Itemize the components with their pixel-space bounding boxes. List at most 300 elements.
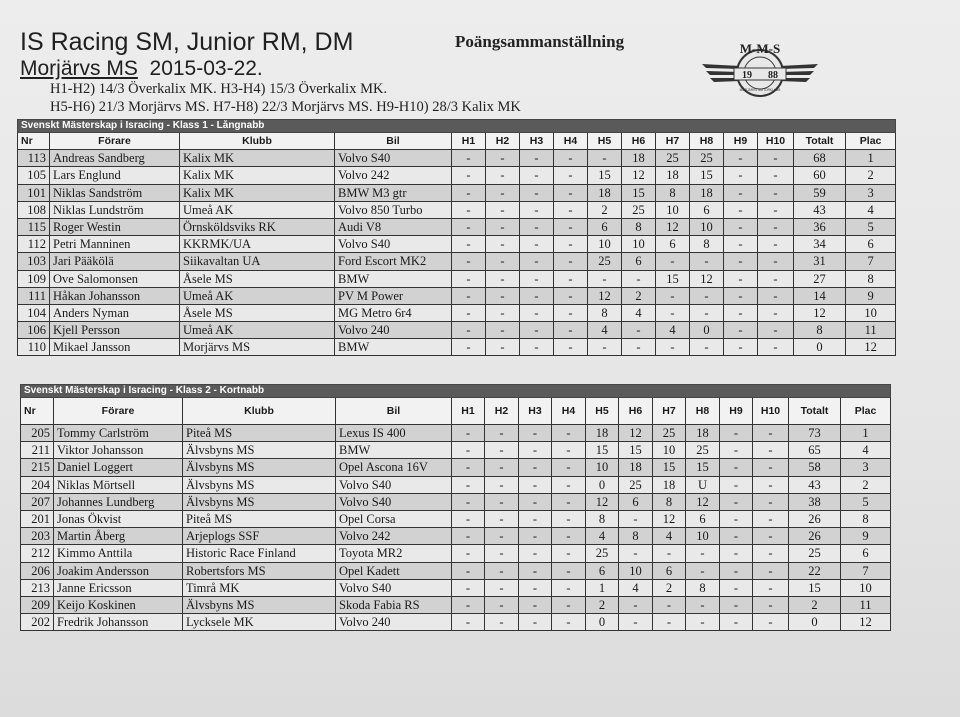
event-date: 2015-03-22.	[149, 57, 263, 80]
table-row	[21, 562, 891, 579]
table-cell: 4	[588, 322, 622, 339]
table-row	[18, 253, 896, 270]
table-cell: -	[554, 339, 588, 356]
table-cell: Volvo 240	[335, 322, 452, 339]
table-cell: Toyota MR2	[336, 545, 452, 562]
table-cell: 15	[653, 459, 686, 476]
table-cell: 6	[690, 201, 724, 218]
table-cell: -	[753, 493, 789, 510]
table-cell: -	[753, 614, 789, 631]
table-cell: 4	[622, 304, 656, 321]
table-cell: -	[758, 339, 794, 356]
table-cell: -	[720, 459, 753, 476]
table-cell: Petri Manninen	[50, 236, 180, 253]
table-cell: 2	[588, 201, 622, 218]
column-header: Bil	[335, 133, 452, 150]
table-cell: -	[552, 442, 586, 459]
table-row	[21, 510, 891, 527]
table-cell: -	[520, 270, 554, 287]
table-cell: 1	[846, 150, 896, 167]
table-cell: 36	[794, 218, 846, 235]
table-cell: 0	[586, 614, 619, 631]
table-cell: -	[486, 304, 520, 321]
column-header: H5	[588, 133, 622, 150]
table-cell: -	[720, 510, 753, 527]
table-cell: -	[720, 442, 753, 459]
table-cell: Älvsbyns MS	[183, 442, 336, 459]
table-cell: 106	[18, 322, 50, 339]
table-cell: -	[452, 596, 485, 613]
event-title: IS Racing SM, Junior RM, DM	[20, 28, 354, 56]
table-cell: -	[554, 218, 588, 235]
table-cell: 1	[841, 425, 891, 442]
table-cell: 15	[619, 442, 653, 459]
table-cell: 4	[656, 322, 690, 339]
table-cell: -	[758, 184, 794, 201]
table-cell: PV M Power	[335, 287, 452, 304]
table-cell: 5	[846, 218, 896, 235]
table-cell: -	[452, 459, 485, 476]
table-cell: 18	[588, 184, 622, 201]
table-cell: 3	[841, 459, 891, 476]
table-cell: 12	[656, 218, 690, 235]
table-cell: -	[552, 614, 586, 631]
table-cell: -	[588, 339, 622, 356]
table-cell: 14	[794, 287, 846, 304]
table-cell: Anders Nyman	[50, 304, 180, 321]
table-cell: 18	[619, 459, 653, 476]
table-cell: -	[720, 493, 753, 510]
table-cell: -	[686, 614, 720, 631]
column-header: H10	[758, 133, 794, 150]
table-cell: 25	[653, 425, 686, 442]
table-cell: -	[452, 510, 485, 527]
table-cell: -	[758, 322, 794, 339]
column-header: H1	[452, 398, 485, 425]
table-cell: Ford Escort MK2	[335, 253, 452, 270]
table-cell: -	[724, 184, 758, 201]
table-cell: 8	[619, 528, 653, 545]
table-cell: -	[486, 150, 520, 167]
table-cell: -	[552, 425, 586, 442]
table-cell: -	[486, 218, 520, 235]
table-cell: -	[519, 545, 552, 562]
table-row	[18, 270, 896, 287]
class-1-header-row	[18, 133, 896, 150]
table-cell: Keijo Koskinen	[54, 596, 183, 613]
table-cell: 215	[21, 459, 54, 476]
class-1-class-band	[18, 120, 896, 133]
table-cell: 4	[846, 201, 896, 218]
table-cell: -	[653, 614, 686, 631]
table-row	[21, 579, 891, 596]
table-cell: Niklas Mörtsell	[54, 476, 183, 493]
table-cell: 12	[653, 510, 686, 527]
table-cell: -	[554, 287, 588, 304]
table-cell: Älvsbyns MS	[183, 459, 336, 476]
table-cell: 60	[794, 167, 846, 184]
table-cell: -	[724, 236, 758, 253]
table-cell: -	[520, 201, 554, 218]
logo-letters: M-M-S	[739, 41, 781, 56]
table-cell: 25	[588, 253, 622, 270]
table-cell: Opel Corsa	[336, 510, 452, 527]
table-cell: -	[753, 528, 789, 545]
table-row	[18, 236, 896, 253]
table-cell: Daniel Loggert	[54, 459, 183, 476]
table-cell: 38	[789, 493, 841, 510]
table-cell: 8	[841, 510, 891, 527]
table-cell: U	[686, 476, 720, 493]
column-header: H6	[622, 133, 656, 150]
table-cell: 0	[690, 322, 724, 339]
table-cell: -	[452, 150, 486, 167]
table-cell: KKRMK/UA	[180, 236, 335, 253]
table-cell: Älvsbyns MS	[183, 596, 336, 613]
table-cell: -	[452, 167, 486, 184]
table-cell: Niklas Sandström	[50, 184, 180, 201]
table-cell: Johannes Lundberg	[54, 493, 183, 510]
table-cell: 18	[622, 150, 656, 167]
table-row	[21, 442, 891, 459]
table-cell: 2	[586, 596, 619, 613]
table-cell: -	[519, 579, 552, 596]
table-cell: -	[622, 270, 656, 287]
table-cell: -	[656, 304, 690, 321]
table-cell: Håkan Johansson	[50, 287, 180, 304]
table-cell: -	[520, 253, 554, 270]
table-cell: -	[656, 287, 690, 304]
table-cell: 59	[794, 184, 846, 201]
table-cell: -	[758, 236, 794, 253]
table-cell: -	[653, 596, 686, 613]
table-cell: -	[486, 253, 520, 270]
table-cell: -	[720, 562, 753, 579]
table-cell: 25	[690, 150, 724, 167]
table-cell: Piteå MS	[183, 510, 336, 527]
table-cell: Historic Race Finland	[183, 545, 336, 562]
table-cell: 108	[18, 201, 50, 218]
table-cell: 6	[656, 236, 690, 253]
table-cell: -	[554, 304, 588, 321]
column-header: H2	[485, 398, 519, 425]
table-cell: Janne Ericsson	[54, 579, 183, 596]
class-1-class-band-label: Svenskt Mästerskap i Isracing - Klass 1 - Långnabb	[18, 120, 896, 133]
table-cell: -	[486, 167, 520, 184]
table-cell: 15	[690, 167, 724, 184]
table-cell: 12	[586, 493, 619, 510]
table-cell: 15	[686, 459, 720, 476]
class-2-header-row	[21, 398, 891, 425]
table-cell: 201	[21, 510, 54, 527]
table-cell: -	[753, 442, 789, 459]
table-cell: 8	[846, 270, 896, 287]
table-cell: -	[720, 614, 753, 631]
column-header: H10	[753, 398, 789, 425]
table-cell: -	[452, 425, 485, 442]
table-cell: -	[452, 253, 486, 270]
table-cell: 11	[841, 596, 891, 613]
table-cell: 205	[21, 425, 54, 442]
table-cell: 12	[619, 425, 653, 442]
table-cell: -	[520, 150, 554, 167]
column-header: Klubb	[180, 133, 335, 150]
table-cell: 10	[619, 562, 653, 579]
table-cell: 25	[622, 201, 656, 218]
table-cell: -	[554, 184, 588, 201]
table-cell: 8	[586, 510, 619, 527]
table-cell: 25	[789, 545, 841, 562]
table-row	[18, 218, 896, 235]
table-cell: Kjell Persson	[50, 322, 180, 339]
table-cell: 12	[794, 304, 846, 321]
table-cell: Volvo S40	[336, 493, 452, 510]
table-cell: -	[452, 287, 486, 304]
table-cell: 112	[18, 236, 50, 253]
table-cell: Skoda Fabia RS	[336, 596, 452, 613]
table-cell: -	[485, 510, 519, 527]
table-cell: -	[753, 510, 789, 527]
table-cell: -	[486, 236, 520, 253]
table-cell: -	[452, 218, 486, 235]
table-cell: -	[452, 442, 485, 459]
column-header: Nr	[18, 133, 50, 150]
table-cell: 7	[841, 562, 891, 579]
table-cell: Mikael Jansson	[50, 339, 180, 356]
column-header: H2	[486, 133, 520, 150]
table-cell: -	[552, 562, 586, 579]
table-cell: -	[619, 596, 653, 613]
column-header: H8	[686, 398, 720, 425]
table-cell: Fredrik Johansson	[54, 614, 183, 631]
column-header: Förare	[54, 398, 183, 425]
table-cell: -	[653, 545, 686, 562]
table-cell: 15	[656, 270, 690, 287]
table-cell: Arjeplogs SSF	[183, 528, 336, 545]
table-cell: 10	[653, 442, 686, 459]
table-cell: 113	[18, 150, 50, 167]
table-cell: Martin Åberg	[54, 528, 183, 545]
table-cell: -	[753, 579, 789, 596]
table-cell: -	[724, 339, 758, 356]
table-row	[18, 304, 896, 321]
column-header: Bil	[336, 398, 452, 425]
table-cell: -	[619, 510, 653, 527]
table-cell: -	[554, 236, 588, 253]
table-cell: 12	[690, 270, 724, 287]
table-row	[21, 596, 891, 613]
table-cell: 4	[619, 579, 653, 596]
table-cell: -	[619, 614, 653, 631]
table-cell: 18	[690, 184, 724, 201]
table-cell: Jari Pääkölä	[50, 253, 180, 270]
class-2-class-band-label: Svenskt Mästerskap i Isracing - Klass 2 - Kortnabb	[21, 385, 891, 398]
table-cell: 18	[653, 476, 686, 493]
table-cell: 26	[789, 510, 841, 527]
class-1-results-table	[17, 119, 896, 356]
table-cell: -	[519, 510, 552, 527]
table-cell: -	[622, 339, 656, 356]
table-cell: Timrå MK	[183, 579, 336, 596]
table-cell: 12	[588, 287, 622, 304]
table-cell: -	[724, 287, 758, 304]
table-cell: 18	[656, 167, 690, 184]
table-cell: -	[753, 562, 789, 579]
column-header: Plac	[841, 398, 891, 425]
column-header: Nr	[21, 398, 54, 425]
table-cell: 4	[653, 528, 686, 545]
table-cell: -	[519, 442, 552, 459]
table-cell: -	[758, 270, 794, 287]
table-cell: 25	[656, 150, 690, 167]
table-cell: 101	[18, 184, 50, 201]
table-cell: -	[588, 270, 622, 287]
table-cell: -	[720, 476, 753, 493]
table-cell: Umeå AK	[180, 287, 335, 304]
table-cell: 8	[656, 184, 690, 201]
table-cell: 6	[846, 236, 896, 253]
table-cell: Umeå AK	[180, 201, 335, 218]
table-cell: -	[486, 201, 520, 218]
table-cell: 10	[622, 236, 656, 253]
column-header: H3	[520, 133, 554, 150]
table-cell: 8	[686, 579, 720, 596]
table-cell: Ove Salomonsen	[50, 270, 180, 287]
table-cell: -	[485, 493, 519, 510]
table-cell: -	[485, 442, 519, 459]
table-cell: 2	[841, 476, 891, 493]
table-cell: 110	[18, 339, 50, 356]
table-cell: -	[485, 562, 519, 579]
table-cell: Lars Englund	[50, 167, 180, 184]
table-cell: Viktor Johansson	[54, 442, 183, 459]
table-cell: 115	[18, 218, 50, 235]
table-cell: 204	[21, 476, 54, 493]
schedule-line-2: H5-H6) 21/3 Morjärvs MS. H7-H8) 22/3 Morjärvs MS. H9-H10) 28/3 Kalix MK	[50, 99, 521, 115]
table-cell: Opel Ascona 16V	[336, 459, 452, 476]
table-cell: Älvsbyns MS	[183, 476, 336, 493]
table-row	[18, 287, 896, 304]
table-cell: Lexus IS 400	[336, 425, 452, 442]
table-cell: Opel Kadett	[336, 562, 452, 579]
table-cell: -	[554, 322, 588, 339]
table-cell: -	[758, 167, 794, 184]
table-cell: Kalix MK	[180, 184, 335, 201]
table-cell: 6	[586, 562, 619, 579]
table-cell: 4	[586, 528, 619, 545]
table-cell: 10	[846, 304, 896, 321]
table-cell: Umeå AK	[180, 322, 335, 339]
event-subtitle	[20, 57, 263, 81]
table-cell: 202	[21, 614, 54, 631]
table-cell: -	[452, 184, 486, 201]
table-cell: -	[520, 184, 554, 201]
logo-year-left: 19	[742, 70, 752, 81]
table-cell: Volvo 242	[336, 528, 452, 545]
table-cell: 5	[841, 493, 891, 510]
column-header: H3	[519, 398, 552, 425]
class-2-results-table	[20, 384, 891, 631]
table-cell: Jonas Ökvist	[54, 510, 183, 527]
table-cell: 22	[789, 562, 841, 579]
column-header: H6	[619, 398, 653, 425]
table-cell: 104	[18, 304, 50, 321]
table-cell: 68	[794, 150, 846, 167]
table-row	[21, 545, 891, 562]
table-cell: 25	[586, 545, 619, 562]
table-cell: 2	[653, 579, 686, 596]
table-cell: -	[724, 270, 758, 287]
table-cell: Tommy Carlström	[54, 425, 183, 442]
table-cell: BMW M3 gtr	[335, 184, 452, 201]
table-cell: Älvsbyns MS	[183, 493, 336, 510]
table-row	[21, 493, 891, 510]
table-cell: Volvo S40	[335, 150, 452, 167]
table-cell: 109	[18, 270, 50, 287]
organizer-name: Morjärvs MS	[20, 57, 138, 80]
column-header: Plac	[846, 133, 896, 150]
table-cell: 213	[21, 579, 54, 596]
table-cell: -	[758, 287, 794, 304]
schedule-line-1: H1-H2) 14/3 Överkalix MK. H3-H4) 15/3 Överkalix MK.	[50, 81, 388, 97]
table-cell: -	[452, 322, 486, 339]
table-cell: 15	[789, 579, 841, 596]
table-cell: -	[753, 545, 789, 562]
table-row	[18, 150, 896, 167]
table-cell: Volvo S40	[336, 579, 452, 596]
table-cell: -	[485, 596, 519, 613]
table-cell: 207	[21, 493, 54, 510]
column-header: Klubb	[183, 398, 336, 425]
table-cell: 9	[846, 287, 896, 304]
table-cell: 212	[21, 545, 54, 562]
table-cell: -	[485, 425, 519, 442]
table-cell: -	[758, 304, 794, 321]
table-cell: -	[519, 614, 552, 631]
table-cell: -	[724, 218, 758, 235]
table-cell: Volvo 850 Turbo	[335, 201, 452, 218]
table-cell: 12	[841, 614, 891, 631]
column-header: H9	[720, 398, 753, 425]
column-header: H1	[452, 133, 486, 150]
table-cell: BMW	[336, 442, 452, 459]
table-cell: 12	[686, 493, 720, 510]
table-row	[18, 167, 896, 184]
table-cell: -	[519, 528, 552, 545]
table-cell: -	[552, 528, 586, 545]
table-cell: 10	[690, 218, 724, 235]
document-title: Poängsammanställning	[455, 32, 625, 51]
table-cell: -	[753, 425, 789, 442]
table-cell: -	[656, 253, 690, 270]
table-cell: -	[724, 167, 758, 184]
table-cell: 105	[18, 167, 50, 184]
table-cell: Piteå MS	[183, 425, 336, 442]
table-cell: -	[690, 253, 724, 270]
table-cell: 0	[789, 614, 841, 631]
table-cell: 10	[841, 579, 891, 596]
table-cell: -	[753, 476, 789, 493]
table-cell: -	[720, 545, 753, 562]
table-cell: -	[554, 167, 588, 184]
table-cell: -	[554, 150, 588, 167]
table-cell: Örnsköldsviks RK	[180, 218, 335, 235]
table-cell: 2	[846, 167, 896, 184]
table-cell: 10	[588, 236, 622, 253]
table-cell: -	[758, 150, 794, 167]
table-cell: Audi V8	[335, 218, 452, 235]
table-cell: 58	[789, 459, 841, 476]
